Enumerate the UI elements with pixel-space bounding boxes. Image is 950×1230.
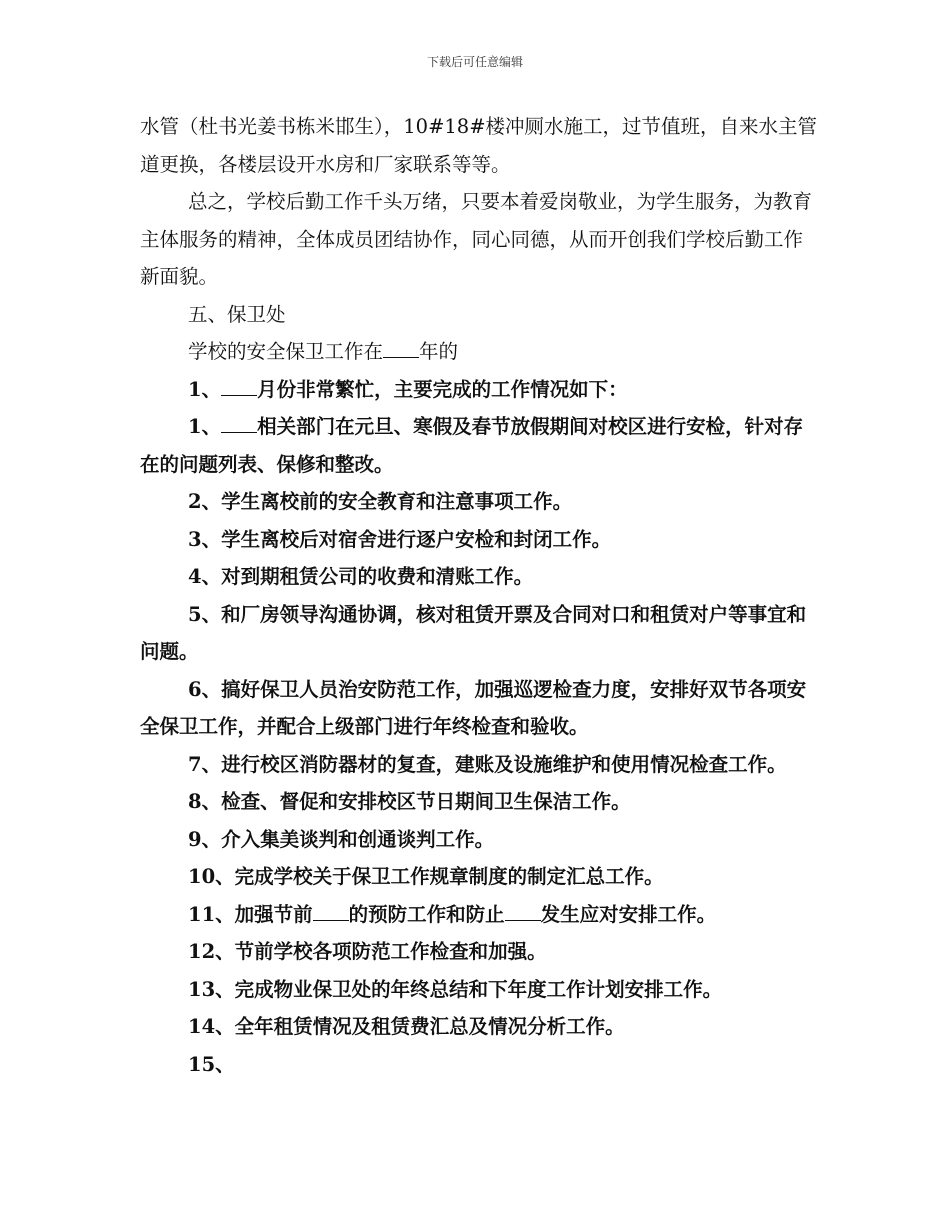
- page-header: 下载后可任意编辑: [426, 55, 523, 69]
- list-item-1: 1、 相关部门在元旦、寒假及春节放假期间对校区进行安检，针对存在的问题列表、保修和整改。: [140, 408, 820, 483]
- list-item-14: 14、全年租赁情况及租赁费汇总及情况分析工作。: [188, 1015, 625, 1038]
- list-item-5: 5、和厂房领导沟通协调，核对租赁开票及合同对口和租赁对户等事宜和问题。: [140, 602, 807, 663]
- list-item-2: 2、学生离校前的安全教育和注意事项工作。: [188, 490, 573, 513]
- list-item-6: 6、搞好保卫人员治安防范工作，加强巡逻检查力度，安排好双节各项安全保卫工作，并配合上级部门进行年终检查和验收。: [140, 677, 807, 738]
- list-item-7: 7、进行校区消防器材的复查，建账及设施维护和使用情况检查工作。: [188, 752, 787, 776]
- list-item-15: 15、: [188, 1052, 235, 1076]
- section-heading-security: 五、保卫处: [188, 302, 286, 326]
- list-item-8: 8、检查、督促和安排校区节日期间卫生保洁工作。: [188, 790, 631, 813]
- list-item-10: 10、完成学校关于保卫工作规章制度的制定汇总工作。: [188, 865, 664, 888]
- list-item-1-month: 1、 月份非常繁忙，主要完成的工作情况如下：: [140, 371, 820, 409]
- blank-underline: [313, 899, 349, 921]
- document-body: [140, 108, 820, 1083]
- paragraph-water-pipe: 水管（杜书光姜书栋米邯生），10#18#楼冲厕水施工，过节值班，自来水主管道更换，各楼层设开水房和厂家联系等等。: [140, 115, 818, 176]
- paragraph-security-intro: 学校的安全保卫工作在 年的: [140, 333, 820, 371]
- list-item-4: 4、对到期租赁公司的收费和清账工作。: [188, 565, 534, 588]
- list-item-9: 9、介入集美谈判和创通谈判工作。: [188, 827, 495, 851]
- blank-underline: [221, 374, 257, 396]
- blank-underline: [221, 411, 257, 433]
- paragraph-summary: 总之，学校后勤工作千头万绪，只要本着爱岗敬业，为学生服务，为教育主体服务的精神，全体成员团结协作，同心同德，从而开创我们学校后勤工作新面貌。: [140, 190, 813, 288]
- blank-underline: [383, 336, 419, 358]
- list-item-12: 12、节前学校各项防范工作检查和加强。: [188, 940, 547, 963]
- blank-underline: [505, 899, 541, 921]
- list-item-3: 3、学生离校后对宿舍进行逐户安检和封闭工作。: [188, 527, 612, 551]
- list-item-11: 11、加强节前 的预防工作和防止 发生应对安排工作。: [140, 896, 820, 934]
- list-item-13: 13、完成物业保卫处的年终总结和下年度工作计划安排工作。: [188, 977, 723, 1001]
